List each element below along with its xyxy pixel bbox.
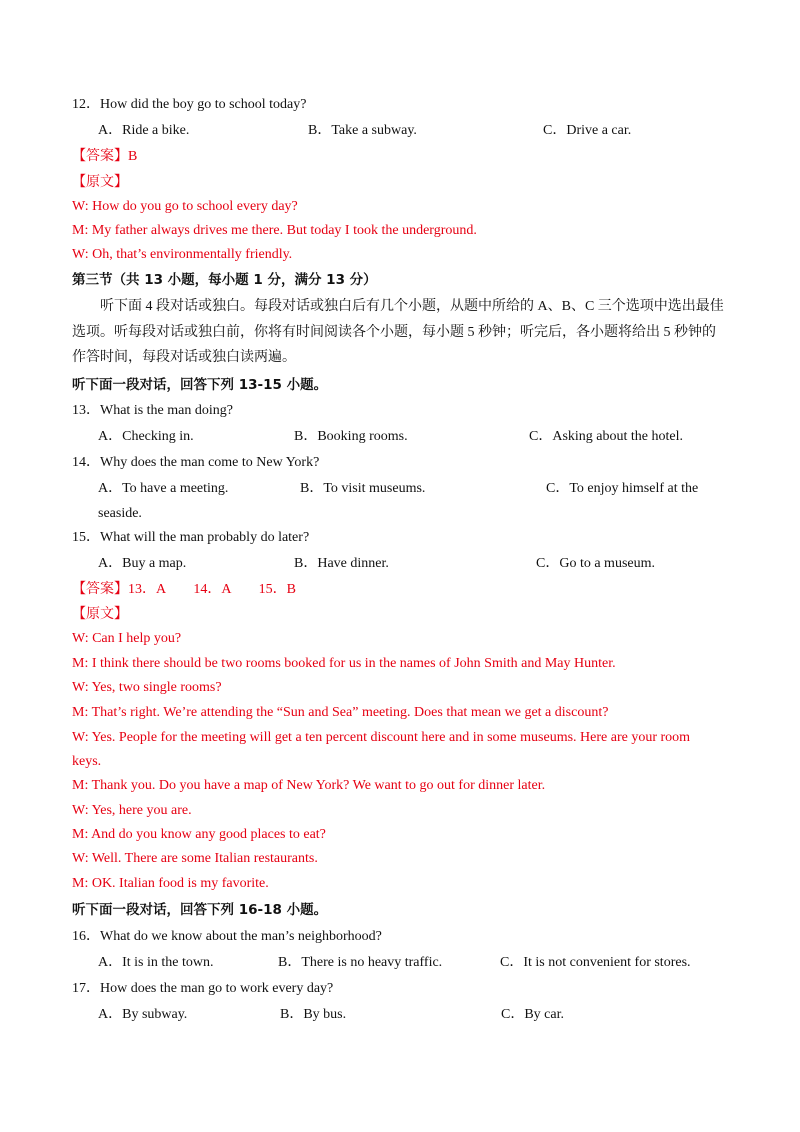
q12-option-a: A．Ride a bike. — [98, 123, 190, 138]
q13-stem: 13．What is the man doing? — [72, 403, 233, 418]
q14-option-a: A．To have a meeting. — [98, 481, 229, 496]
q17-stem: 17．How does the man go to work every day? — [72, 981, 334, 996]
group1-script-line: W: Yes, here you are. — [72, 803, 192, 818]
group1-heading: 听下面一段对话，回答下列 13-15 小题。 — [72, 377, 328, 393]
group1-script-line: M: And do you know any good places to eat? — [72, 827, 326, 842]
group1-script-line: M: I think there should be two rooms booked for us in the names of John Smith and May Hunter. — [72, 656, 616, 671]
q17-option-a: A．By subway. — [98, 1007, 188, 1022]
q17-option-b: B．By bus. — [280, 1007, 347, 1022]
q12-script-line: M: My father always drives me there. But today I took the underground. — [72, 223, 477, 238]
q12-script-line: W: Oh, that’s environmentally friendly. — [72, 247, 293, 262]
group1-script-line: keys. — [72, 754, 102, 769]
q12-script-label: 【原文】 — [72, 175, 128, 190]
group1-script-line: W: Yes. People for the meeting will get a ten percent discount here and in some museums. Here are your room — [72, 730, 691, 745]
section3-title: 第三节（共 13 小题，每小题 1 分，满分 13 分） — [72, 272, 377, 288]
q12-stem: 12．How did the boy go to school today? — [72, 97, 307, 112]
q12-option-b: B．Take a subway. — [308, 123, 417, 138]
q16-option-a: A．It is in the town. — [98, 955, 214, 970]
q16-option-b: B．There is no heavy traffic. — [278, 955, 443, 970]
group1-script-line: M: That’s right. We’re attending the “Sun and Sea” meeting. Does that mean we get a discount? — [72, 705, 609, 720]
q16-option-c: C．It is not convenient for stores. — [500, 955, 691, 970]
q14-option-b: B．To visit museums. — [300, 481, 426, 496]
group1-answer: 【答案】13．A 14．A 15．B — [72, 582, 297, 597]
q17-option-c: C．By car. — [501, 1007, 564, 1022]
q14-stem: 14．Why does the man come to New York? — [72, 455, 320, 470]
q14-option-c: C．To enjoy himself at the — [546, 481, 699, 496]
q13-option-a: A．Checking in. — [98, 429, 194, 444]
group1-script-line: M: OK. Italian food is my favorite. — [72, 876, 269, 891]
group1-script-line: M: Thank you. Do you have a map of New York? We want to go out for dinner later. — [72, 778, 546, 793]
q12-script-line: W: How do you go to school every day? — [72, 199, 298, 214]
q13-option-c: C．Asking about the hotel. — [529, 429, 683, 444]
q15-option-a: A．Buy a map. — [98, 556, 187, 571]
group2-heading: 听下面一段对话，回答下列 16-18 小题。 — [72, 902, 328, 918]
q15-stem: 15．What will the man probably do later? — [72, 530, 310, 545]
group1-script-line: W: Yes, two single rooms? — [72, 680, 222, 695]
section3-instructions: 听下面 4 段对话或独白。每段对话或独白后有几个小题，从题中所给的 A、B、C 三个选项中选出最佳选项。听每段对话或独白前，你将有时间阅读各个小题，每小题 5 秒钟；听完后，各小题将给出 5 秒钟的作答时间，每段对话或独白读两遍。 — [72, 299, 724, 365]
q12-answer: 【答案】B — [72, 149, 138, 164]
q15-option-b: B．Have dinner. — [294, 556, 389, 571]
group1-script-label: 【原文】 — [72, 607, 128, 622]
q13-option-b: B．Booking rooms. — [294, 429, 408, 444]
group1-script-line: W: Well. There are some Italian restaurants. — [72, 851, 318, 866]
group1-script-line: W: Can I help you? — [72, 631, 182, 646]
q12-option-c: C．Drive a car. — [543, 123, 632, 138]
q14-option-c-continued: seaside. — [98, 506, 142, 521]
q15-option-c: C．Go to a museum. — [536, 556, 655, 571]
q16-stem: 16．What do we know about the man’s neighborhood? — [72, 929, 382, 944]
